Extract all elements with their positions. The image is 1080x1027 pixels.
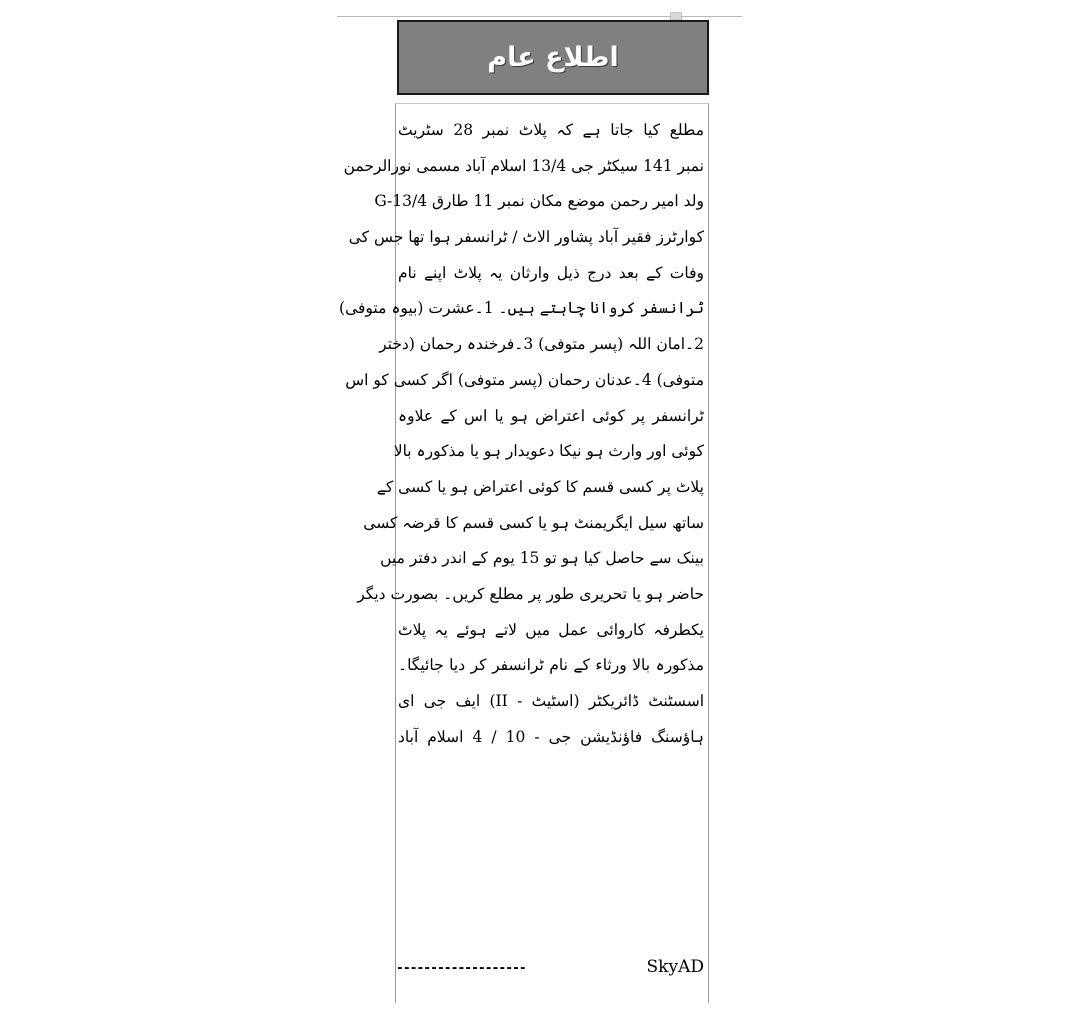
notice-line: مطلع کیا جاتا ہے کہ پلاٹ نمبر 28 سٹریٹ: [398, 121, 704, 139]
notice-line: کوارٹرز فقیر آباد پشاور الاٹ / ٹرانسفر ہوا تھا جس کی: [348, 228, 704, 247]
notice-line: 2۔امان اللہ (پسر متوفی) 3۔فرخندہ رحمان (دختر: [379, 335, 704, 354]
notice-line: حاضر ہو یا تحریری طور پر مطلع کریں۔ بصورت دیگر: [357, 584, 704, 603]
notice-line: ٹرانسفر پر کوئی اعتراض ہو یا اس کے علاوہ: [398, 406, 704, 425]
notice-line: اسسٹنٹ ڈائریکٹر (اسٹیٹ - II) ایف جی ای: [398, 692, 705, 710]
resize-handle[interactable]: [670, 12, 682, 20]
notice-line: وفات کے بعد درج ذیل وارثان یہ پلاٹ اپنے نام: [398, 263, 704, 282]
notice-line: کوئی اور وارث ہو نیکا دعویدار ہو یا مذکورہ بالا: [393, 442, 704, 461]
notice-line: متوفی) 4۔عدنان رحمان (پسر متوفی) اگر کسی کو اس: [345, 370, 704, 389]
notice-line: ٹرانسفر کروانا چاہتے ہیں۔ 1۔عشرت (بیوہ متوفی): [339, 299, 704, 318]
source-credit: SkyAD: [646, 957, 704, 977]
notice-header: [397, 20, 709, 95]
signature-line: [396, 957, 706, 977]
notice-line: یکطرفہ کاروائی عمل میں لاتے ہوئے یہ پلاٹ: [398, 620, 704, 639]
notice-line: ہاؤسنگ فاؤنڈیشن جی - 10 / 4 اسلام آباد: [398, 727, 704, 746]
notice-column: [339, 103, 709, 1003]
notice-body: [339, 113, 705, 755]
notice-line: نمبر 141 سیکٹر جی 13/4 اسلام آباد مسمی نورالرحمن: [343, 156, 704, 175]
notice-line: مذکورہ بالا ورثاء کے نام ٹرانسفر کر دیا جائیگا۔: [398, 656, 704, 675]
notice-line: ولد امیر رحمن موضع مکان نمبر 11 طارق G-13/4: [374, 192, 704, 211]
notice-line: پلاٹ پر کسی قسم کا کوئی اعتراض ہو یا کسی کے: [376, 477, 704, 496]
notice-title: اطلاع عام: [487, 42, 619, 73]
notice-line: بینک سے حاصل کیا ہو تو 15 یوم کے اندر دفتر میں: [380, 549, 704, 568]
signature-dashes: -------------------: [396, 961, 526, 976]
notice-line: ساتھ سیل ایگریمنٹ ہو یا کسی قسم کا قرضہ کسی: [363, 513, 704, 532]
